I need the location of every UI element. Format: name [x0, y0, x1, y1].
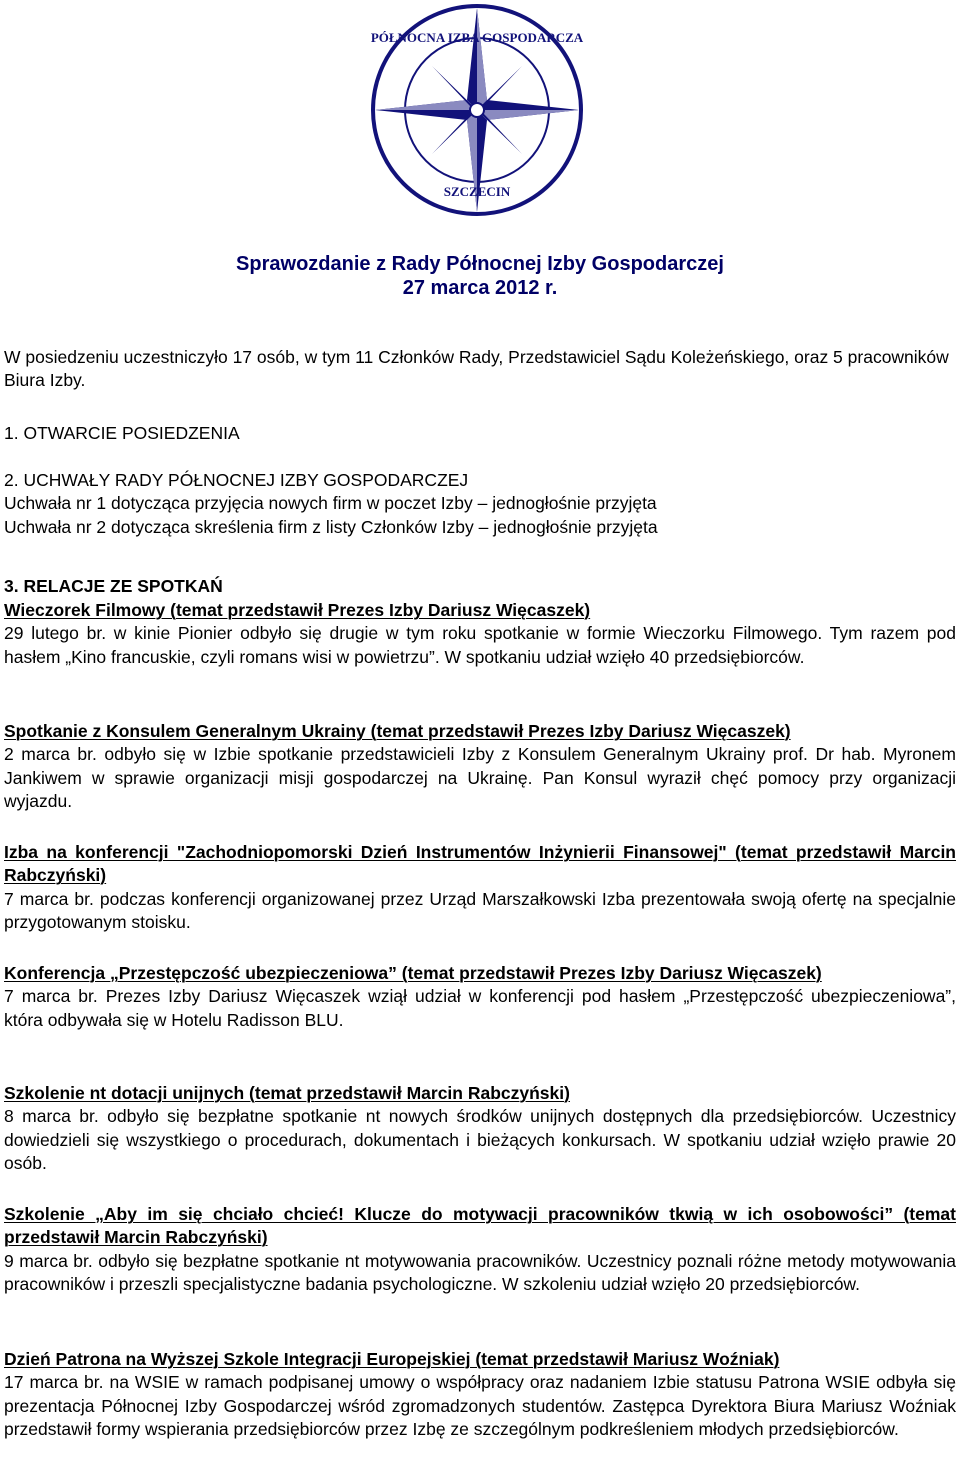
entry-body: 2 marca br. odbyło się w Izbie spotkanie przedstawicieli Izby z Konsulem Generalnym Ukrainy prof. Dr hab. Myronem Jankiwem w sprawie organizacji misji gospodarczej na Ukrainę. Pan Konsul wyraził chęć pomocy przy organizacji wyjazdu. — [4, 744, 956, 811]
logo-text-top: PÓŁNOCNA IZBA GOSPODARCZA — [370, 30, 584, 45]
entry-body: 17 marca br. na WSIE w ramach podpisanej umowy o współpracy oraz nadaniem Izbie statusu Patrona WSIE odbyła się prezentacja Północnej Izby Gospodarczej wśród zgromadzonych studentów. Zastępca Dyrektora Biura Mariusz Woźniak przedstawił formy wspierania przedsiębiorców przez Izbę ze szczególnym podkreśleniem młodych przedsiębiorców. — [4, 1372, 956, 1439]
entry-body: 8 marca br. odbyło się bezpłatne spotkanie nt nowych środków unijnych dostępnych dla przedsiębiorców. Uczestnicy dowiedzieli się wszystkiego o procedurach, dokumentach i bieżących konkursach. W spotkaniu udział wzięło prawie 20 osób. — [4, 1106, 956, 1173]
entry-title: Spotkanie z Konsulem Generalnym Ukrainy (temat przedstawił Prezes Izby Dariusz Więcaszek) — [4, 721, 791, 741]
entry-title: Szkolenie nt dotacji unijnych (temat przedstawił Marcin Rabczyński) — [4, 1083, 570, 1103]
entry — [4, 720, 956, 813]
report-title: Sprawozdanie z Rady Północnej Izby Gospodarczej — [236, 253, 724, 275]
chamber-logo — [362, 0, 592, 230]
entry — [4, 1082, 956, 1175]
logo-text-bottom: SZCZECIN — [443, 184, 511, 199]
section-3-title: 3. RELACJE ZE SPOTKAŃ — [4, 576, 223, 596]
intro-paragraph: W posiedzeniu uczestniczyło 17 osób, w tym 11 Członków Rady, Przedstawiciel Sądu Koleżeńskiego, oraz 5 pracowników Biura Izby. — [4, 347, 949, 391]
report-date: 27 marca 2012 r. — [402, 277, 558, 299]
section-3-heading — [4, 575, 956, 598]
entry — [4, 841, 956, 934]
entry-title: Wieczorek Filmowy (temat przedstawił Prezes Izby Dariusz Więcaszek) — [4, 600, 591, 620]
entry-title: Dzień Patrona na Wyższej Szkole Integracji Europejskiej (temat przedstawił Mariusz Woźniak) — [4, 1349, 780, 1369]
resolution-item: Uchwała nr 2 dotycząca skreślenia firm z listy Członków Izby – jednogłośnie przyjęta — [4, 516, 658, 537]
entry-body: 9 marca br. odbyło się bezpłatne spotkanie nt motywowania pracowników. Uczestnicy poznali różne metody motywowania pracowników i przeszli specjalistyczne badania psychologiczne. W szkoleniu udział wzięło 20 przedsiębiorców. — [4, 1250, 956, 1294]
entry-title: Izba na konferencji "Zachodniopomorski Dzień Instrumentów Inżynierii Finansowej" (temat przedstawił Marcin Rabczyński) — [4, 842, 956, 886]
entry-title: Konferencja „Przestępczość ubezpieczeniowa” (temat przedstawił Prezes Izby Dariusz Więcaszek) — [4, 963, 822, 983]
section-2-heading: 2. UCHWAŁY RADY PÓŁNOCNEJ IZBY GOSPODARCZEJ — [4, 470, 469, 490]
entry-title: Szkolenie „Aby im się chciało chcieć! Klucze do motywacji pracowników tkwią w ich osobowości” (temat przedstawił Marcin Rabczyński) — [4, 1204, 956, 1248]
entry — [4, 1203, 956, 1296]
entry-body: 7 marca br. podczas konferencji organizowanej przez Urząd Marszałkowski Izba prezentowała swoją ofertę na specjalnie przygotowanym stoisku. — [4, 888, 956, 932]
entry — [4, 962, 956, 1032]
entry-body: 29 lutego br. w kinie Pionier odbyło się drugie w tym roku spotkanie w formie Wieczorku Filmowego. Tym razem pod hasłem „Kino francuskie, czyli romans wisi w powietrzu”. W spotkaniu udział wzięło 40 przedsiębiorców. — [4, 623, 956, 667]
section-1-heading: 1. OTWARCIE POSIEDZENIA — [4, 423, 240, 443]
entry — [4, 1348, 956, 1441]
entry-body: 7 marca br. Prezes Izby Dariusz Więcaszek wziął udział w konferencji pod hasłem „Przestępczość ubezpieczeniowa”, która odbywała się w Hotelu Radisson BLU. — [4, 986, 956, 1030]
entry — [4, 599, 956, 669]
compass-star-icon — [362, 0, 592, 230]
section-2 — [4, 469, 956, 539]
resolution-item: Uchwała nr 1 dotycząca przyjęcia nowych firm w poczet Izby – jednogłośnie przyjęta — [4, 493, 657, 514]
